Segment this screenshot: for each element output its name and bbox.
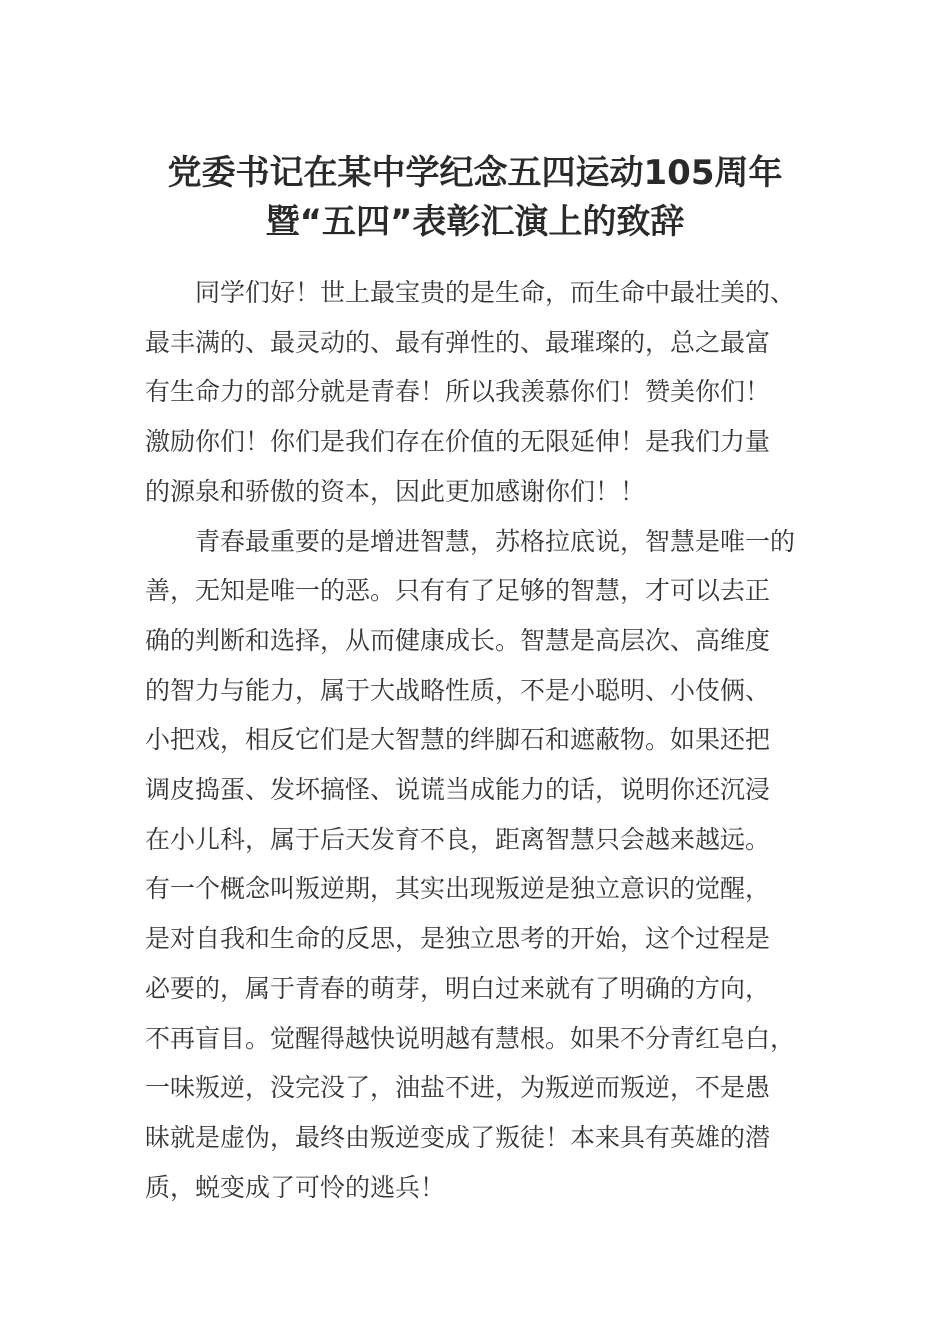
body-line-19: 质，蜕变成了可怜的逃兵！ (145, 1172, 446, 1202)
body-line-12: 在小儿科，属于后天发育不良，距离智慧只会越来越远。 (145, 824, 771, 854)
body-line-3: 有生命力的部分就是青春！所以我羡慕你们！赞美你们！ (145, 377, 771, 407)
body-line-6: 青春最重要的是增进智慧，苏格拉底说，智慧是唯一的 (145, 526, 796, 556)
body-line-7: 善，无知是唯一的恶。只有有了足够的智慧，才可以去正 (145, 576, 771, 606)
body-line-14: 是对自我和生命的反思，是独立思考的开始，这个过程是 (145, 924, 771, 954)
document-title-line-1: 党委书记在某中学纪念五四运动105周年 (167, 153, 783, 193)
document-title-line-2: 暨“五四”表彰汇演上的致辞 (265, 202, 685, 242)
body-line-15: 必要的，属于青春的萌芽，明白过来就有了明确的方向， (145, 973, 771, 1003)
body-line-17: 一味叛逆，没完没了，油盐不进，为叛逆而叛逆，不是愚 (145, 1073, 771, 1103)
body-line-9: 的智力与能力，属于大战略性质，不是小聪明、小伎俩、 (145, 675, 771, 705)
body-line-16: 不再盲目。觉醒得越快说明越有慧根。如果不分青红皂白， (145, 1023, 796, 1053)
body-line-11: 调皮捣蛋、发坏搞怪、说谎当成能力的话，说明你还沉浸 (145, 775, 771, 804)
body-line-18: 昧就是虚伪，最终由叛逆变成了叛徒！本来具有英雄的潜 (145, 1122, 771, 1152)
body-line-1: 同学们好！世上最宝贵的是生命，而生命中最壮美的、 (145, 278, 796, 307)
body-line-4: 激励你们！你们是我们存在价值的无限延伸！是我们力量 (145, 427, 771, 457)
body-line-8: 确的判断和选择，从而健康成长。智慧是高层次、高维度 (145, 625, 771, 655)
body-line-10: 小把戏，相反它们是大智慧的绊脚石和遮蔽物。如果还把 (145, 725, 771, 755)
body-line-2: 最丰满的、最灵动的、最有弹性的、最璀璨的，总之最富 (145, 327, 771, 357)
body-line-13: 有一个概念叫叛逆期，其实出现叛逆是独立意识的觉醒， (145, 874, 771, 904)
body-line-5: 的源泉和骄傲的资本，因此更加感谢你们！！ (145, 476, 646, 506)
